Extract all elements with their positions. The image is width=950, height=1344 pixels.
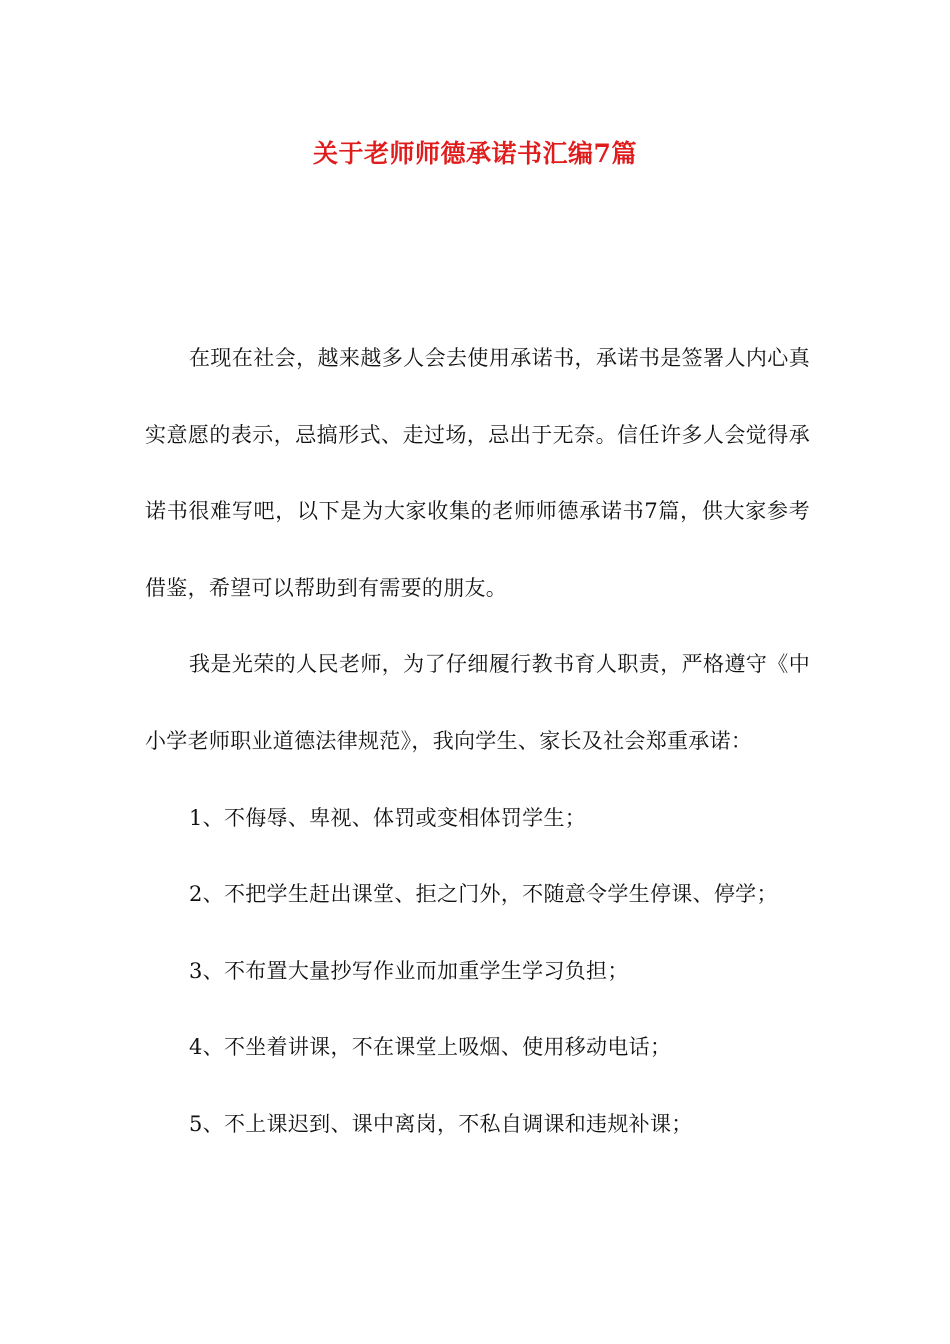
- intro-paragraph: 在现在社会，越来越多人会去使用承诺书，承诺书是签署人内心真实意愿的表示，忌搞形式、走过场，忌出于无奈。信任许多人会觉得承诺书很难写吧，以下是为大家收集的老师师德承诺书7篇，供大家参考借鉴，希望可以帮助到有需要的朋友。: [145, 346, 810, 600]
- pledge-item-5: 5、不上课迟到、课中离岗，不私自调课和违规补课；: [189, 1111, 693, 1136]
- pledge-item-2: 2、不把学生赶出课堂、拒之门外，不随意令学生停课、停学；: [189, 882, 778, 907]
- pledge-item-4: 4、不坐着讲课，不在课堂上吸烟、使用移动电话；: [189, 1035, 672, 1060]
- document-title: 关于老师师德承诺书汇编7篇: [313, 139, 637, 168]
- document-body: [145, 320, 810, 1163]
- pledge-paragraph: 我是光荣的人民老师，为了仔细履行教书育人职责，严格遵守《中小学老师职业道德法律规范》，我向学生、家长及社会郑重承诺：: [145, 652, 810, 753]
- pledge-item-3: 3、不布置大量抄写作业而加重学生学习负担；: [189, 958, 629, 983]
- pledge-item-1: 1、不侮辱、卑视、体罚或变相体罚学生；: [189, 805, 587, 830]
